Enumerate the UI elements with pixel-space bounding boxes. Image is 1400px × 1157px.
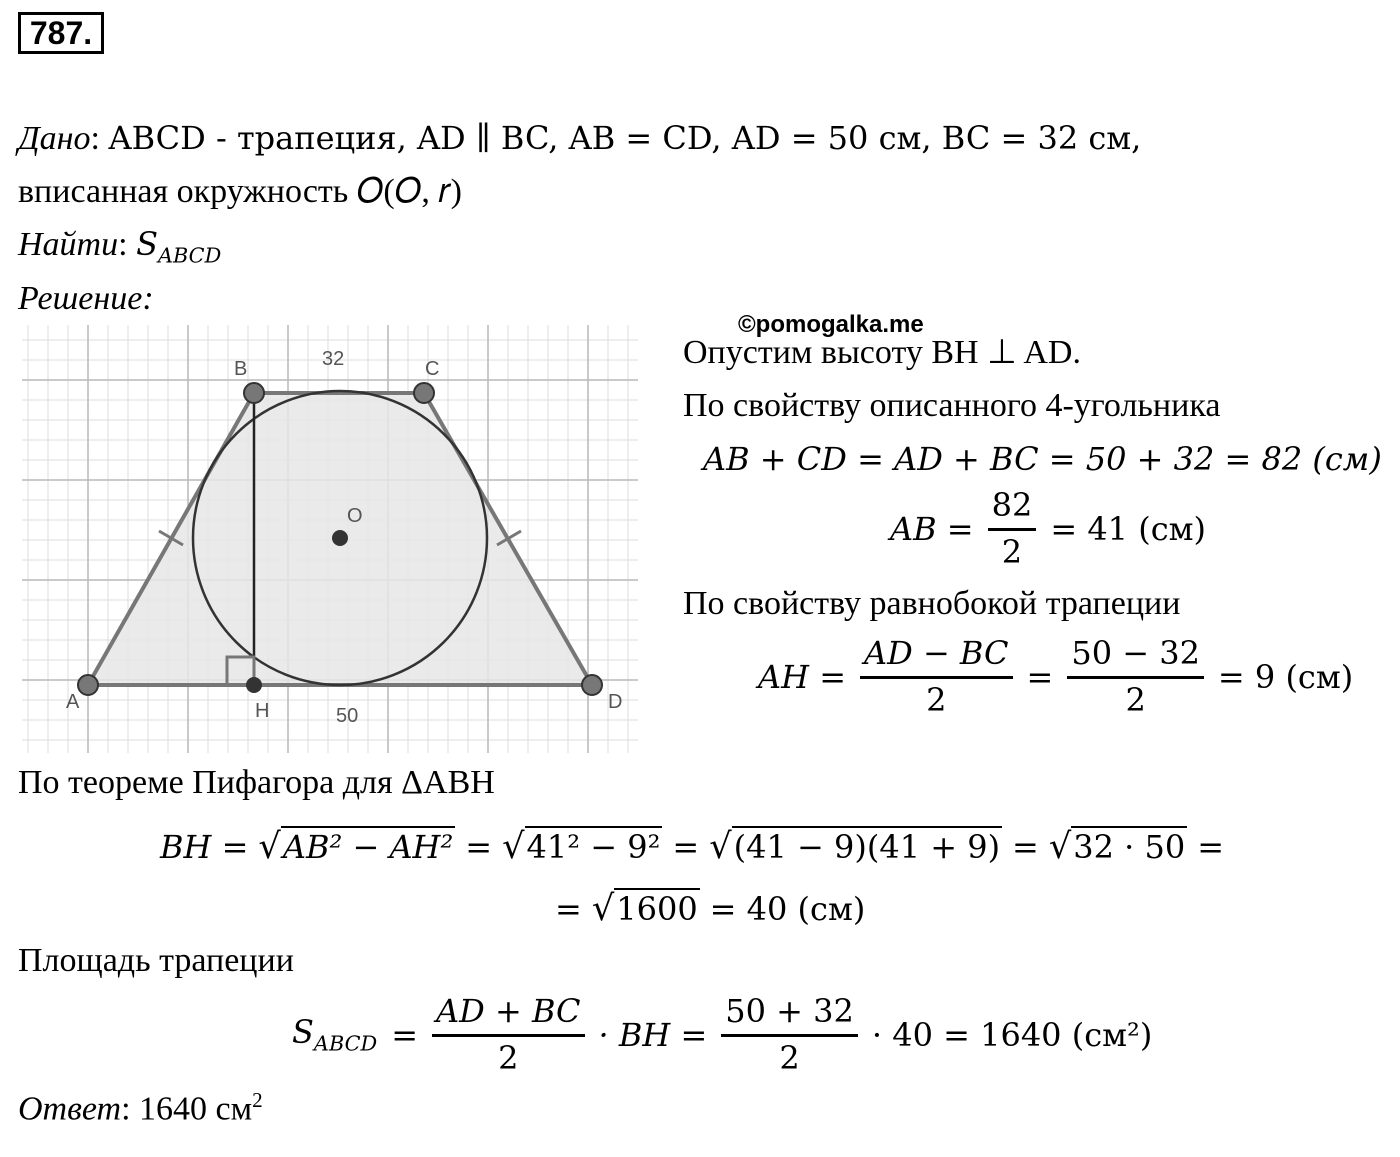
- fraction-50-32: $\frac{50 - 32}{2}$: [1067, 634, 1204, 719]
- sqrt-32-50: 32 · 50: [1073, 828, 1186, 866]
- point-o: [332, 530, 348, 546]
- point-a: [78, 675, 98, 695]
- find-sub: ABCD: [157, 243, 222, 268]
- equation-ah: AH = $\frac{AD - BC}{2}$ = $\frac{50 - 32}{2}$ = 9 (см): [758, 634, 1354, 719]
- fraction-ad-plus-bc: $\frac{AD + BC}{2}$: [432, 992, 585, 1077]
- answer-value: 1640 см: [139, 1090, 253, 1128]
- equation-ab: [890, 486, 1206, 571]
- label-h: H: [255, 700, 270, 722]
- point-b: [244, 383, 264, 403]
- sqrt-41-9: 41² − 9²: [526, 828, 661, 866]
- find-label: Найти: [18, 226, 119, 263]
- point-d: [582, 675, 602, 695]
- equation-sum-sides: AB + CD = AD + BC = 50 + 32 = 82 (см): [703, 440, 1382, 478]
- trapezoid-figure: [22, 325, 638, 753]
- point-c: [414, 383, 434, 403]
- given-label: Дано: [18, 120, 91, 157]
- answer-label: Ответ: [18, 1090, 122, 1128]
- label-o: O: [347, 505, 363, 527]
- label-d: D: [608, 691, 623, 713]
- equation-area: $S_{ABCD}$ = $\frac{AD + BC}{2}$ · BH = $\frac{50 + 32}{2}$ · 40 = 1640 (см²): [292, 992, 1153, 1077]
- label-a: A: [66, 691, 80, 713]
- answer-sup: 2: [252, 1088, 263, 1112]
- given-line-2: вписанная окружность 𝑂(𝑂, 𝑟): [18, 173, 462, 210]
- find-value: S: [136, 225, 158, 263]
- fraction-82-2: $\frac{82}{2}$: [988, 486, 1037, 571]
- find-line: Найти: $S_{ABCD}$: [18, 225, 222, 268]
- given-line-1: Дано: ABCD - трапеция, AD ∥ BC, AB = CD, AD = 50 см, BC = 32 см,: [18, 119, 1142, 157]
- given-text: ABCD - трапеция, AD ∥ BC, AB = CD, AD = 50 см, BC = 32 см,: [108, 119, 1142, 157]
- eq-ah-left: AH =: [758, 657, 846, 696]
- eq-ah-right: = 9 (см): [1217, 657, 1354, 696]
- fraction-50-plus-32: $\frac{50 + 32}{2}$: [721, 992, 858, 1077]
- sqrt-1600: 1600: [616, 890, 698, 928]
- property-circumscribed-line: По свойству описанного 4-угольника: [683, 387, 1221, 424]
- eq-ab-left: AB =: [890, 509, 974, 548]
- equation-bh-result: = √1600 = 40 (см): [555, 888, 866, 929]
- area-symbol: $S_{ABCD}$: [292, 1013, 378, 1056]
- sqrt-product: (41 − 9)(41 + 9): [733, 828, 1001, 866]
- solution-label: Решение:: [18, 280, 154, 317]
- area-line: Площадь трапеции: [18, 942, 294, 979]
- eq-ab-right: = 41 (см): [1050, 509, 1206, 548]
- label-c: C: [425, 358, 440, 380]
- drop-height-line: Опустим высоту BH ⊥ AD.: [683, 334, 1081, 371]
- point-h: [246, 677, 262, 693]
- equation-bh: BH = √AB² − AH² = √41² − 9² = √(41 − 9)(41 + 9) = √32 · 50 =: [160, 826, 1225, 867]
- label-bc-length: 32: [322, 348, 345, 370]
- answer-line: Ответ: 1640 $см^2$: [18, 1088, 263, 1128]
- label-ad-length: 50: [336, 705, 359, 727]
- label-b: B: [234, 358, 248, 380]
- sqrt-ab-ah: AB² − AH²: [282, 828, 454, 866]
- pythagoras-line: По теореме Пифагора для ΔABH: [18, 764, 495, 801]
- problem-number: 787.: [18, 12, 104, 54]
- property-isosceles-line: По свойству равнобокой трапеции: [683, 585, 1181, 622]
- copyright-watermark: ©pomogalka.me: [738, 311, 924, 338]
- fraction-ad-bc: $\frac{AD - BC}{2}$: [860, 634, 1013, 719]
